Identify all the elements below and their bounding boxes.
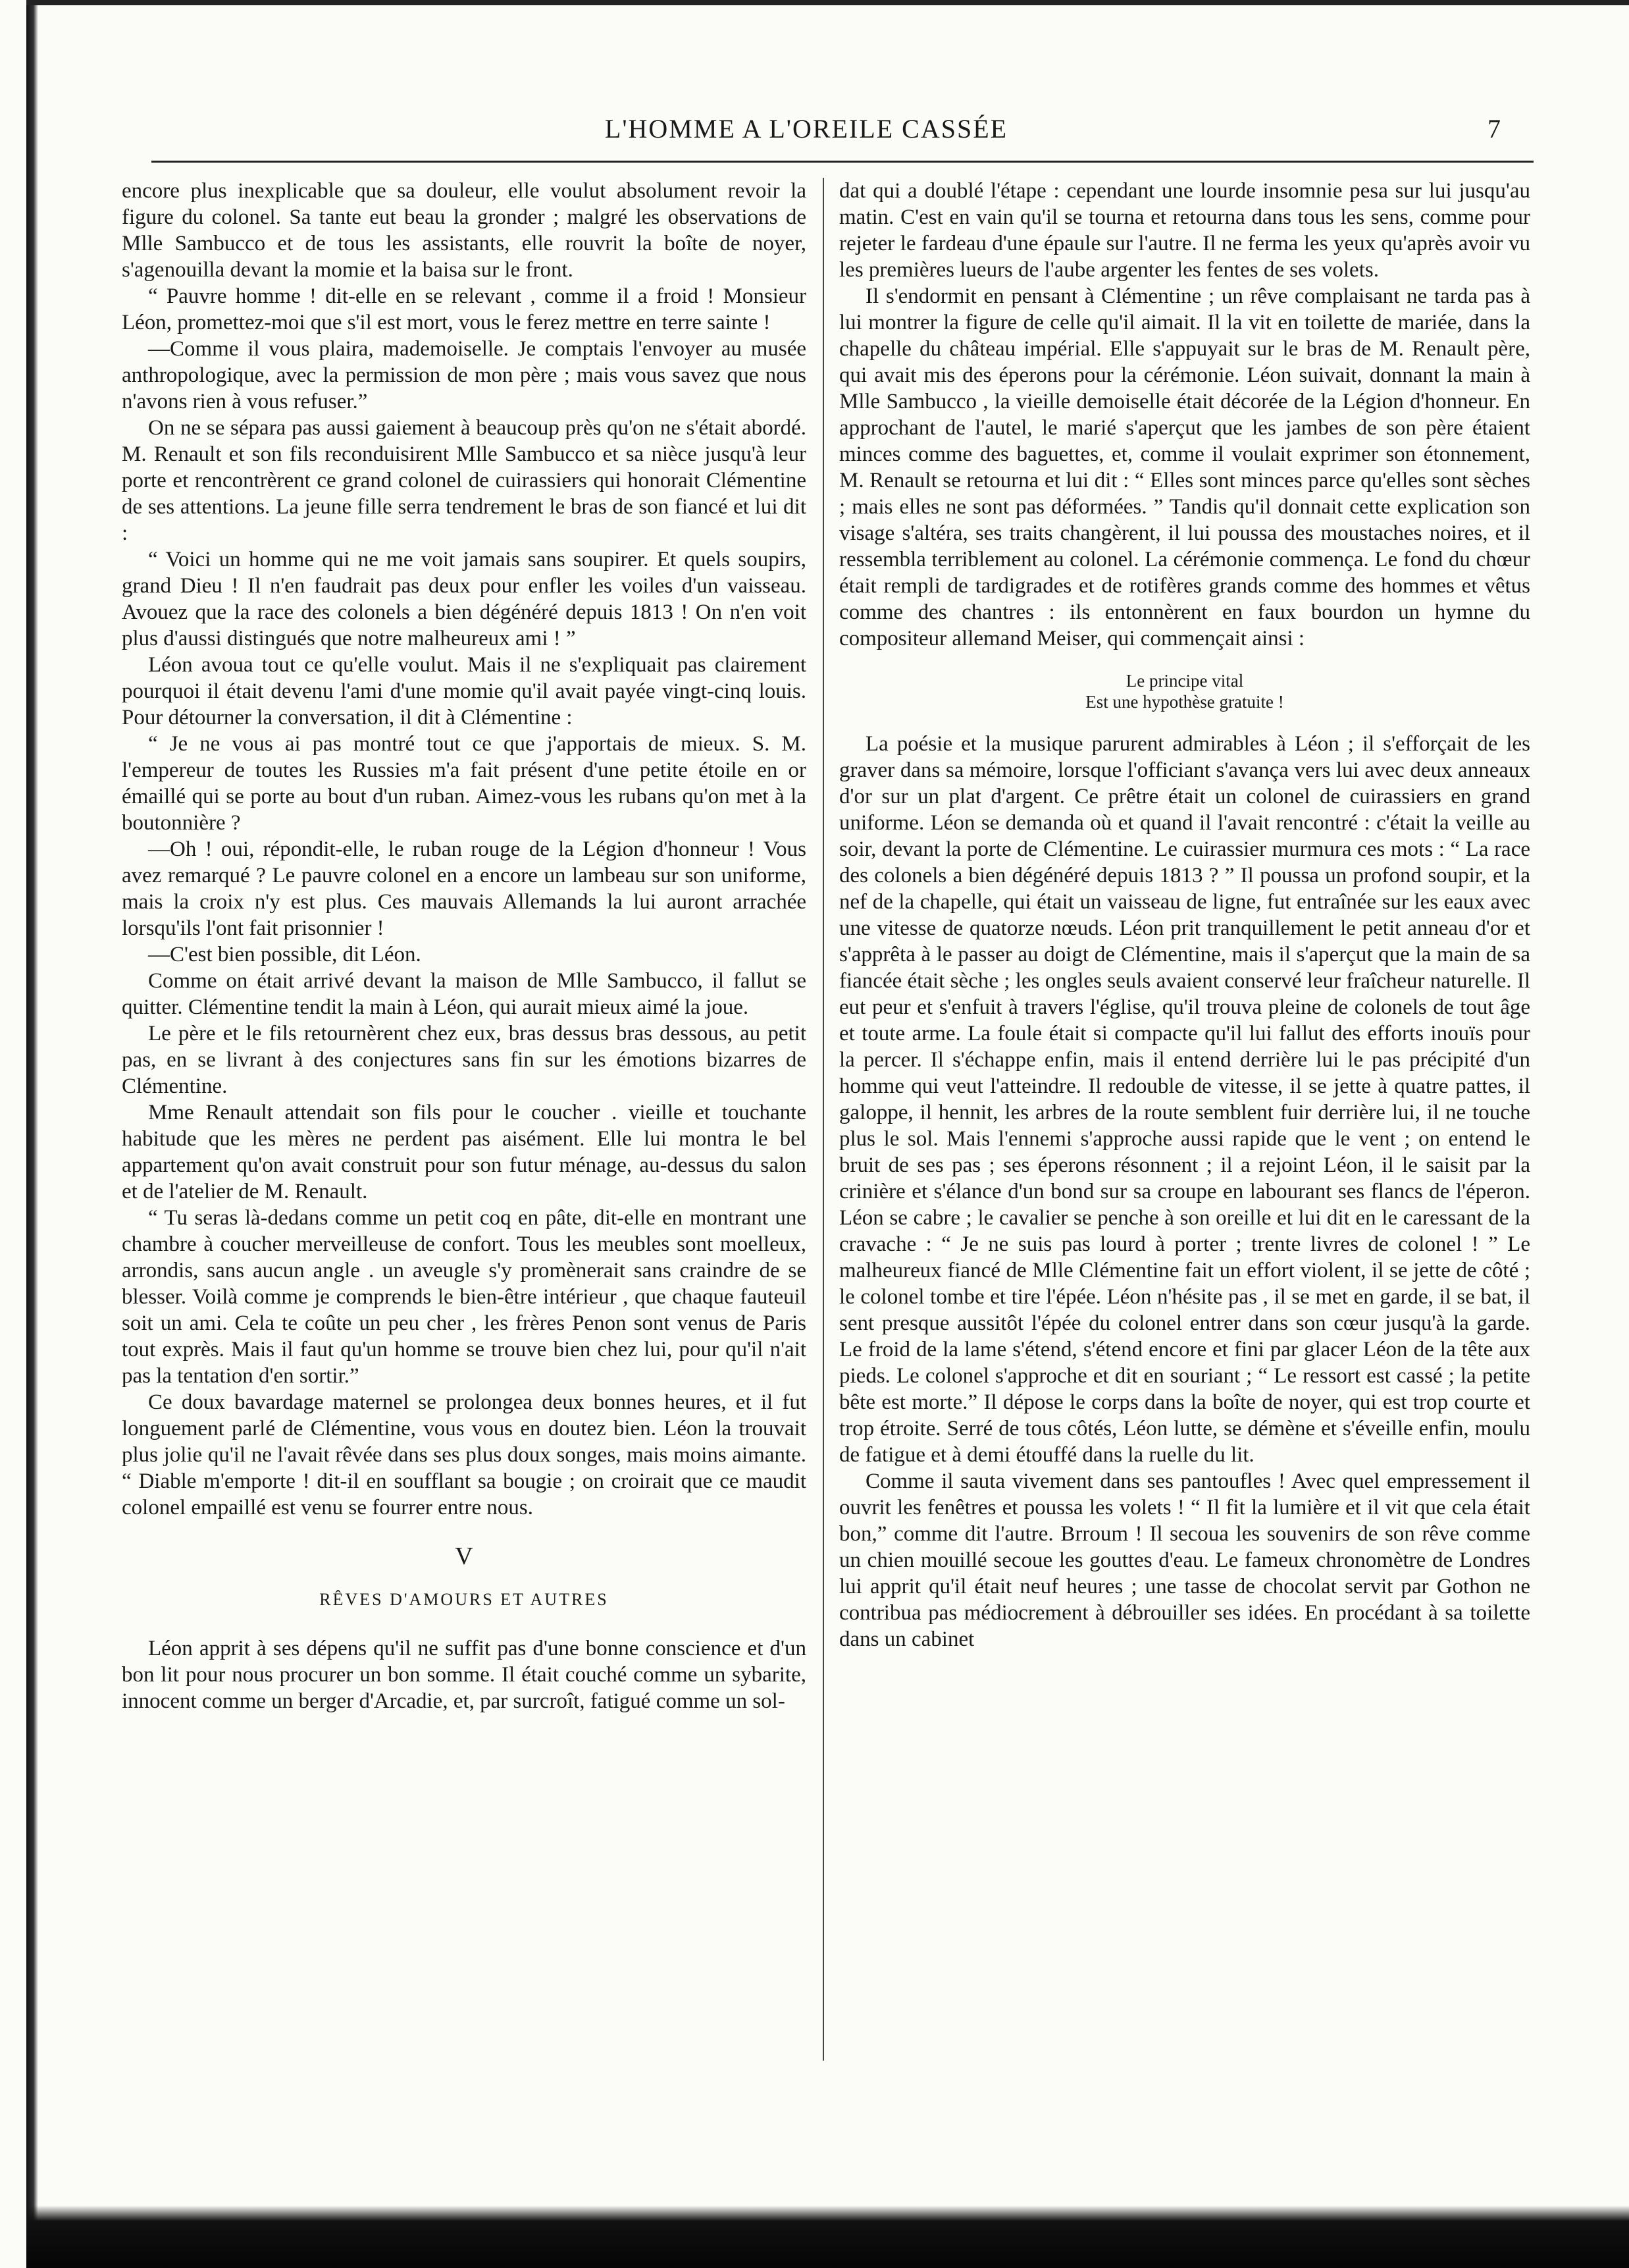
paragraph: Comme il sauta vivement dans ses pantoufles ! Avec quel empressement il ouvrit les fenêtres et poussa les volets ! “ Il fit la lumière et il vit que cela était bon,” comme dit l'autre. Brroum ! Il secoua les souvenirs de son rêve comme un chien mouillé secoue les gouttes d'eau. Le fameux chronomètre de Londres lui apprit qu'il était neuf heures ; une tasse de chocolat servit par Gothon ne contribua pas médiocrement à débrouiller ses idées. En procédant à sa toilette dans un cabinet (839, 1469, 1530, 1651)
paragraph: Comme on était arrivé devant la maison de Mlle Sambucco, il fallut se quitter. Clémentine tendit la main à Léon, qui aurait mieux aimé la joue. (122, 969, 806, 1019)
paragraph: Mme Renault attendait son fils pour le coucher . vieille et touchante habitude que les mères ne perdent pas aisément. Elle lui montra le bel appartement qu'on avait construit pour son futur ménage, au-dessus du salon et de l'atelier de M. Renault. (122, 1101, 806, 1203)
scan-edge-top (26, 0, 1629, 5)
running-title: L'HOMME A L'OREILE CASSÉE (604, 114, 1008, 144)
paragraph: Léon apprit à ses dépens qu'il ne suffit pas d'une bonne conscience et d'un bon lit pour nous procurer un bon somme. Il était couché comme un sybarite, innocent comme un berger d'Arcadie, et, par surcroît, fatigué comme un sol- (122, 1637, 806, 1713)
chapter-title: RÊVES D'AMOURS ET AUTRES (319, 1590, 609, 1609)
paragraph: Le père et le fils retournèrent chez eux, bras dessus bras dessous, au petit pas, en se livrant à des conjectures sans fin sur les émotions bizarres de Clémentine. (122, 1022, 806, 1098)
paragraph: —Comme il vous plaira, mademoiselle. Je comptais l'envoyer au musée anthropologique, avec la permission de mon père ; mais vous savez que nous n'avons rien à vous refuser.” (122, 337, 806, 413)
header-rule (151, 161, 1534, 163)
paragraph: La poésie et la musique parurent admirables à Léon ; il s'efforçait de les graver dans sa mémoire, lorsque l'officiant s'avança vers lui avec deux anneaux d'or sur un plat d'argent. Ce prêtre était un colonel de cuirassiers en grand uniforme. Léon se demanda où et quand il l'avait rencontré : c'était la veille au soir, devant la porte de Clémentine. Le cuirassier murmura ces mots : “ La race des colonels a bien dégénéré depuis 1813 ? ” Il poussa un profond soupir, et la nef de la chapelle, qui était un vaisseau de ligne, fut entraînée sur les eaux avec une vitesse de quatorze nœuds. Léon prit tranquillement le petit anneau d'or et s'apprêta à le passer au doigt de Clémentine, mais il s'aperçut que la main de sa fiancée était sèche ; les ongles seuls avaient conservé leur fraîcheur naturelle. Il eut peur et s'enfuit à travers l'église, qu'il trouva pleine de colonels de tout âge et toute arme. La foule était si compacte qu'il lui fallut des efforts inouïs pour la percer. Il s'échappe enfin, mais il entend derrière lui le pas précipité d'un homme qui veut l'atteindre. Il redouble de vitesse, il se jette à quatre pattes, il galoppe, il hennit, les arbres de la route semblent fuir derrière lui, il ne touche plus le sol. Mais l'ennemi s'approche aussi rapide que le vent ; on entend le bruit de ses pas ; ses éperons résonnent ; il a rejoint Léon, il le saisit par la crinière et s'élance d'un bond sur sa croupe en labourant ses flancs de l'éperon. Léon se cabre ; le cavalier se penche à son oreille et lui dit en le caressant de la cravache : “ Je ne suis pas lourd à porter ; trente livres de colonel ! ” Le malheureux fiancé de Mlle Clémentine fait un effort violent, il se jette de côté ; le colonel tombe et tire l'épée. Léon n'hésite pas , il se met en garde, il se bat, il sent presque aussitôt l'épée du colonel entrer dans son cœur jusqu'à la garde. Le froid de la lame s'étend, s'étend encore et fini par glacer Léon de la tête aux pieds. Le colonel s'approche et dit en souriant ; “ Le ressort est cassé ; la petite bête est morte.” Il dépose le corps dans la boîte de noyer, qui est trop courte et trop étroite. Serré de tous côtés, Léon lutte, se démène et s'éveille enfin, moulu de fatigue et à demi étouffé dans la ruelle du lit. (839, 732, 1530, 1467)
running-head (112, 113, 1501, 159)
paragraph: “ Voici un homme qui ne me voit jamais sans soupirer. Et quels soupirs, grand Dieu ! Il n'en faudrait pas deux pour enfler les voiles d'un vaisseau. Avouez que la race des colonels a bien dégénéré depuis 1813 ! On n'en voit plus d'aussi distingués que notre malheureux ami ! ” (122, 548, 806, 650)
verse-line: Est une hypothèse gratuite ! (1085, 692, 1284, 712)
paragraph: Ce doux bavardage maternel se prolongea deux bonnes heures, et il fut longuement parlé de Clémentine, vous vous en doutez bien. Léon la trouvait plus jolie qu'il ne l'avait rêvée dans ses plus doux songes, mais moins aimante. “ Diable m'emporte ! dit-il en soufflant sa bougie ; on croirait que ce maudit colonel empaillé est venu se fourrer entre nous. (122, 1390, 806, 1519)
paragraph: On ne se sépara pas aussi gaiement à beaucoup près qu'on ne s'était abordé. M. Renault et son fils reconduisirent Mlle Sambucco et sa nièce jusqu'à leur porte et rencontrèrent ce grand colonel de cuirassiers qui honorait Clémentine de ses attentions. La jeune fille serra tendrement le bras de son fiancé et lui dit : (122, 416, 806, 545)
verse (839, 670, 1530, 712)
paragraph: —Oh ! oui, répondit-elle, le ruban rouge de la Légion d'honneur ! Vous avez remarqué ? Le pauvre colonel en a encore un lambeau sur son uniforme, mais la croix n'y est plus. Ces mauvais Allemands la lui auront arrachée lorsqu'ils l'ont fait prisonnier ! (122, 837, 806, 940)
chapter-number: V (455, 1543, 473, 1570)
left-column (122, 178, 806, 2061)
paragraph: encore plus inexplicable que sa douleur, elle voulut absolument revoir la figure du colonel. Sa tante eut beau la gronder ; malgré les observations de Mlle Sambucco et de tous les assistants, elle rouvrit la boîte de noyer, s'agenouilla devant la momie et la baisa sur le front. (122, 179, 806, 282)
paragraph: dat qui a doublé l'étape : cependant une lourde insomnie pesa sur lui jusqu'au matin. C'est en vain qu'il se tourna et retourna dans tous les sens, comme pour rejeter le fardeau d'une épaule sur l'autre. Il ne ferma les yeux qu'après avoir vu les premières lueurs de l'aube argenter les fentes de ses volets. (839, 179, 1530, 282)
paragraph: Léon avoua tout ce qu'elle voulut. Mais il ne s'expliquait pas clairement pourquoi il était devenu l'ami d'une momie qu'il avait payée vingt-cinq louis. Pour détourner la conversation, il dit à Clémentine : (122, 653, 806, 729)
scan-edge-bottom (26, 2205, 1629, 2268)
paragraph: “ Tu seras là-dedans comme un petit coq en pâte, dit-elle en montrant une chambre à coucher merveilleuse de confort. Tous les meubles sont moelleux, arrondis, sans aucun angle . un aveugle s'y promènerait sans craindre de se blesser. Voilà comme je comprends le bien-être intérieur , que chaque fauteuil soit un ami. Cela te coûte un peu cher , les frères Penon sont venus de Paris tout exprès. Mais il faut qu'un homme se trouve bien chez lui, pour qu'il n'ait pas la tentation d'en sortir.” (122, 1206, 806, 1388)
paragraph: “ Pauvre homme ! dit-elle en se relevant , comme il a froid ! Monsieur Léon, promettez-moi que s'il est mort, vous le ferez mettre en terre sainte ! (122, 284, 806, 334)
page-number: 7 (1487, 114, 1501, 144)
verse-line: Le principe vital (1125, 671, 1244, 691)
paragraph: —C'est bien possible, dit Léon. (148, 943, 421, 966)
right-column (839, 178, 1530, 2061)
column-divider (823, 178, 824, 2061)
scan-edge-left (26, 0, 38, 2268)
paragraph: “ Je ne vous ai pas montré tout ce que j'apportais de mieux. S. M. l'empereur de toutes les Russies m'a fait présent d'une petite étoile en or émaillé qui se porte au bout d'un ruban. Aimez-vous les rubans qu'on met à la boutonnière ? (122, 732, 806, 835)
paragraph: Il s'endormit en pensant à Clémentine ; un rêve complaisant ne tarda pas à lui montrer la figure de celle qu'il aimait. Il la vit en toilette de mariée, dans la chapelle du château impérial. Elle s'appuyait sur le bras de M. Renault père, qui avait mis des éperons pour la cérémonie. Léon suivait, donnant la main à Mlle Sambucco , la vieille demoiselle était décorée de la Légion d'honneur. En approchant de l'autel, le marié s'aperçut que les jambes de son père étaient minces comme des baguettes, et, comme il voulait exprimer son étonnement, M. Renault se retourna et lui dit : “ Elles sont minces parce qu'elles sont sèches ; mais elles ne sont pas déformées. ” Tandis qu'il donnait cette explication son visage s'altéra, ses traits changèrent, il lui poussa des moustaches noires, et il ressembla terriblement au colonel. La cérémonie commença. Le fond du chœur était rempli de tardigrades et de rotifères grands comme des hommes et vêtus comme des chantres : ils entonnèrent en faux bourdon un hymne du compositeur allemand Meiser, qui commençait ainsi : (839, 284, 1530, 650)
